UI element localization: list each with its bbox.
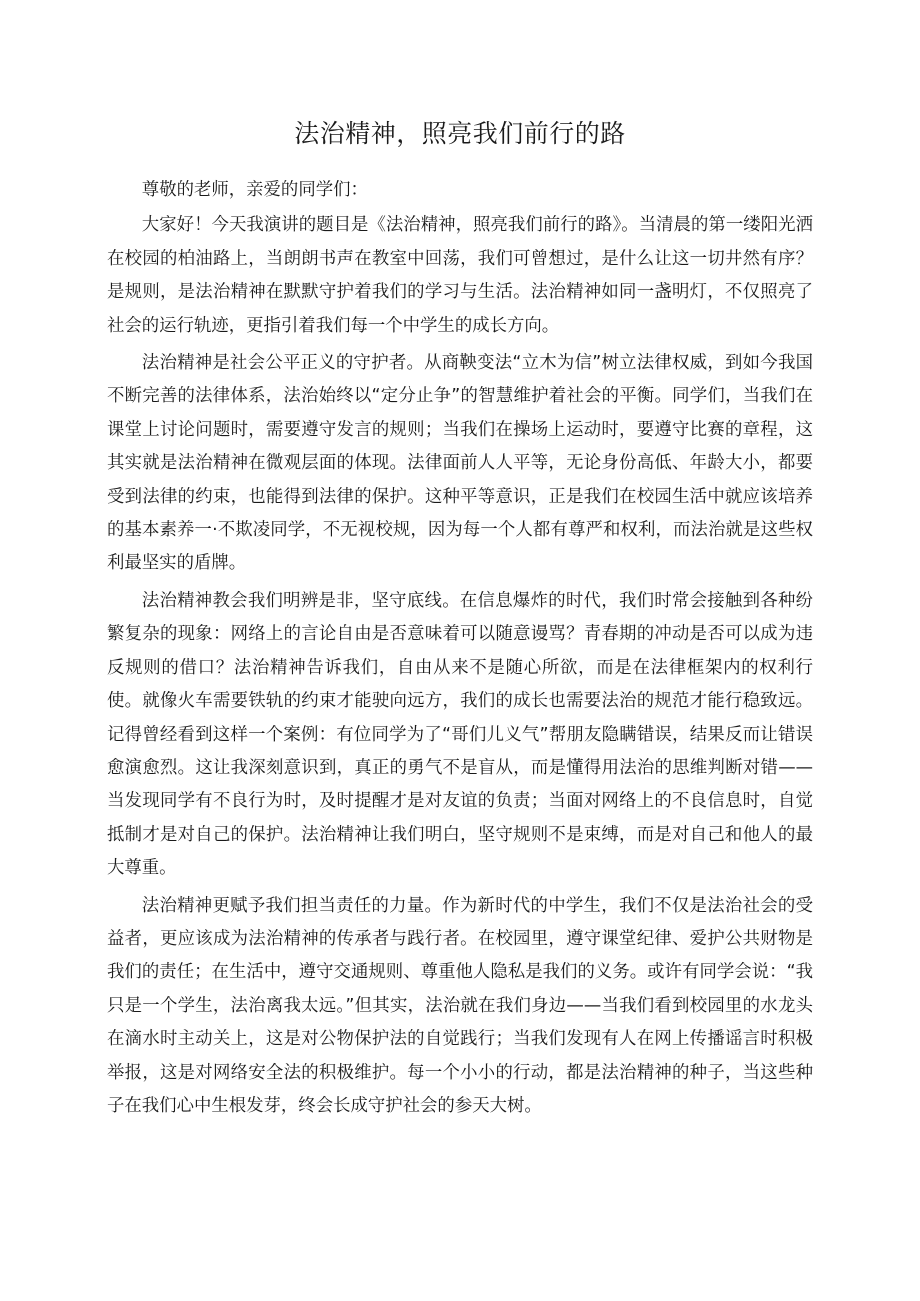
salutation: 尊敬的老师，亲爱的同学们： [141, 180, 368, 200]
paragraph-2: 法治精神是社会公平正义的守护者。从商鞅变法“立木为信”树立法律权威，到如今我国不断完善的法律体系，法治始终以“定分止争”的智慧维护着社会的平衡。同学们，当我们在课堂上讨论问题时，需要遵守发言的规则；当我们在操场上运动时，要遵守比赛的章程，这其实就是法治精神在微观层面的体现。法律面前人人平等，无论身份高低、年龄大小，都要受到法律的约束，也能得到法律的保护。这种平等意识，正是我们在校园生活中就应该培养的基本素养一·不欺凌同学，不无视校规，因为每一个人都有尊严和权利，而法治就是这些权利最坚实的盾牌。 [107, 353, 813, 574]
document-title: 法治精神，照亮我们前行的路 [294, 119, 626, 148]
paragraph-4: 法治精神更赋予我们担当责任的力量。作为新时代的中学生，我们不仅是法治社会的受益者，更应该成为法治精神的传承者与践行者。在校园里，遵守课堂纪律、爱护公共财物是我们的责任；在生活中，遵守交通规则、尊重他人隐私是我们的义务。或许有同学会说：“我只是一个学生，法治离我太远。”但其实，法治就在我们身边——当我们看到校园里的水龙头在滴水时主动关上，这是对公物保护法的自觉践行；当我们发现有人在网上传播谣言时积极举报，这是对网络安全法的积极维护。每一个小小的行动，都是法治精神的种子，当这些种子在我们心中生根发芽，终会长成守护社会的参天大树。 [107, 895, 813, 1116]
document-body [107, 174, 813, 1127]
paragraph-3: 法治精神教会我们明辨是非，坚守底线。在信息爆炸的时代，我们时常会接触到各种纷繁复杂的现象：网络上的言论自由是否意味着可以随意谩骂？青春期的冲动是否可以成为违反规则的借口？法治精神告诉我们，自由从来不是随心所欲，而是在法律框架内的权利行使。就像火车需要铁轨的约束才能驶向远方，我们的成长也需要法治的规范才能行稳致远。记得曾经看到这样一个案例：有位同学为了“哥们儿义气”帮朋友隐瞒错误，结果反而让错误愈演愈烈。这让我深刻意识到，真正的勇气不是盲从，而是懂得用法治的思维判断对错——当发现同学有不良行为时，及时提醒才是对友谊的负责；当面对网络上的不良信息时，自觉抵制才是对自己的保护。法治精神让我们明白，坚守规则不是束缚，而是对自己和他人的最大尊重。 [107, 590, 813, 879]
paragraph-1: 大家好！今天我演讲的题目是《法治精神，照亮我们前行的路》。当清晨的第一缕阳光洒在校园的柏油路上，当朗朗书声在教室中回荡，我们可曾想过，是什么让这一切井然有序？是规则，是法治精神在默默守护着我们的学习与生活。法治精神如同一盏明灯，不仅照亮了社会的运行轨迹，更指引着我们每一个中学生的成长方向。 [107, 215, 813, 336]
